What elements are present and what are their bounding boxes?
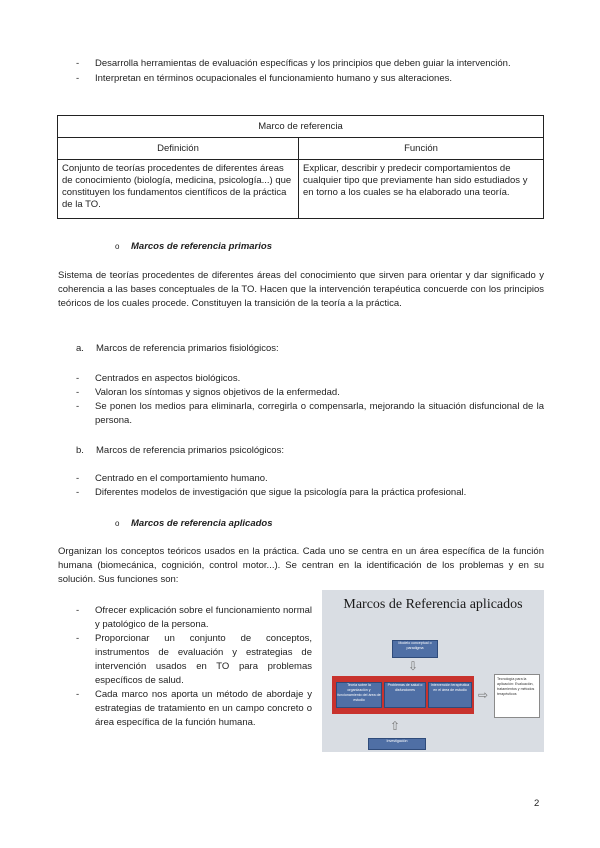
list-item: - Centrados en aspectos biológicos.: [76, 373, 241, 384]
list-item: - Valoran los síntomas y signos objetivos de la enfermedad.: [76, 387, 340, 398]
circle-bullet-icon: o: [115, 242, 120, 251]
marco-referencia-table: [57, 115, 544, 219]
section-heading-aplicados: o Marcos de referencia aplicados: [115, 518, 273, 529]
marcos-aplicados-diagram: [322, 590, 544, 752]
paragraph-aplicados: Organizan los conceptos teóricos usados en la práctica. Cada uno se centra en un área específica de la función humana (biomecánica, cognición, control motor...). Se centran en la identificación de los problemas y en su solución. Sus funciones son:: [58, 546, 544, 585]
arrow-down-icon: ⇩: [408, 659, 419, 673]
item-b-bullet-list: [58, 472, 544, 500]
table-cell-definicion: Conjunto de teorías procedentes de diferentes áreas de conocimiento (biología, medicina, psicología...) que constituyen los fundamentos científicos de la práctica de la TO.: [58, 160, 299, 219]
arrow-up-icon: ⇧: [390, 719, 401, 733]
list-item: - Desarrolla herramientas de evaluación específicas y los principios que deben guiar la intervención.: [76, 58, 511, 69]
table-header-funcion: Función: [299, 138, 544, 160]
diagram-box-investigacion: Investigación: [368, 738, 426, 750]
diagram-box-modelo: Modelo conceptual o paradigma: [392, 640, 438, 658]
item-b-label: b. Marcos de referencia primarios psicológicos:: [76, 445, 284, 456]
list-item: - Proporcionar un conjunto de conceptos, instrumentos de evaluación y estrategias de intervención usados en TO para problemas específicos de salud.: [76, 633, 312, 686]
table-title: Marco de referencia: [58, 116, 544, 138]
diagram-box-teoria: Teoría sobre la organización y funcionamiento del área de estudio: [336, 682, 382, 708]
section-heading-primarios: o Marcos de referencia primarios: [115, 241, 272, 252]
list-item: - Ofrecer explicación sobre el funcionamiento normal y patológico de la persona.: [76, 605, 312, 630]
diagram-box-tecnologia: Tecnología para la aplicación: Evaluación, tratamientos y métodos terapéuticos: [494, 674, 540, 718]
arrow-right-icon: ⇨: [478, 688, 489, 702]
intro-bullet-list: [58, 57, 544, 86]
item-a-bullet-list: [58, 372, 544, 428]
item-a-label: a. Marcos de referencia primarios fisiológicos:: [76, 343, 279, 354]
aplicados-bullet-list: [58, 604, 312, 730]
paragraph-primarios: Sistema de teorías procedentes de diferentes áreas del conocimiento que sirven para orientar y dar significado y coherencia a las bases conceptuales de la TO. Hacen que la intervención terapéutica concuerde con los principios teóricos de los cuales procede. Constituyen la transición de la teoría a la práctica.: [58, 270, 544, 309]
list-item: - Diferentes modelos de investigación que sigue la psicología para la práctica profesional.: [76, 487, 467, 498]
diagram-box-intervencion: Intervención terapéutica en el área de estudio: [428, 682, 472, 708]
page-number: 2: [534, 798, 540, 809]
table-header-definicion: Definición: [58, 138, 299, 160]
diagram-title: Marcos de Referencia aplicados: [343, 597, 523, 612]
diagram-box-problemas: Problemas de salud o disfunciones: [384, 682, 426, 708]
circle-bullet-icon: o: [115, 519, 120, 528]
list-item: - Cada marco nos aporta un método de abordaje y estrategias de tratamiento en un campo concreto o área específica de la función humana.: [76, 689, 312, 728]
table-cell-funcion: Explicar, describir y predecir comportamientos de cualquier tipo que previamente han sido estudiados y en torno a los cuales se ha elaborado una teoría.: [299, 160, 544, 219]
list-item: - Interpretan en términos ocupacionales el funcionamiento humano y sus alteraciones.: [76, 73, 452, 84]
list-item: - Centrado en el comportamiento humano.: [76, 473, 268, 484]
list-item: - Se ponen los medios para eliminarla, corregirla o compensarla, mejorando la situación disfuncional de la persona.: [76, 401, 544, 426]
